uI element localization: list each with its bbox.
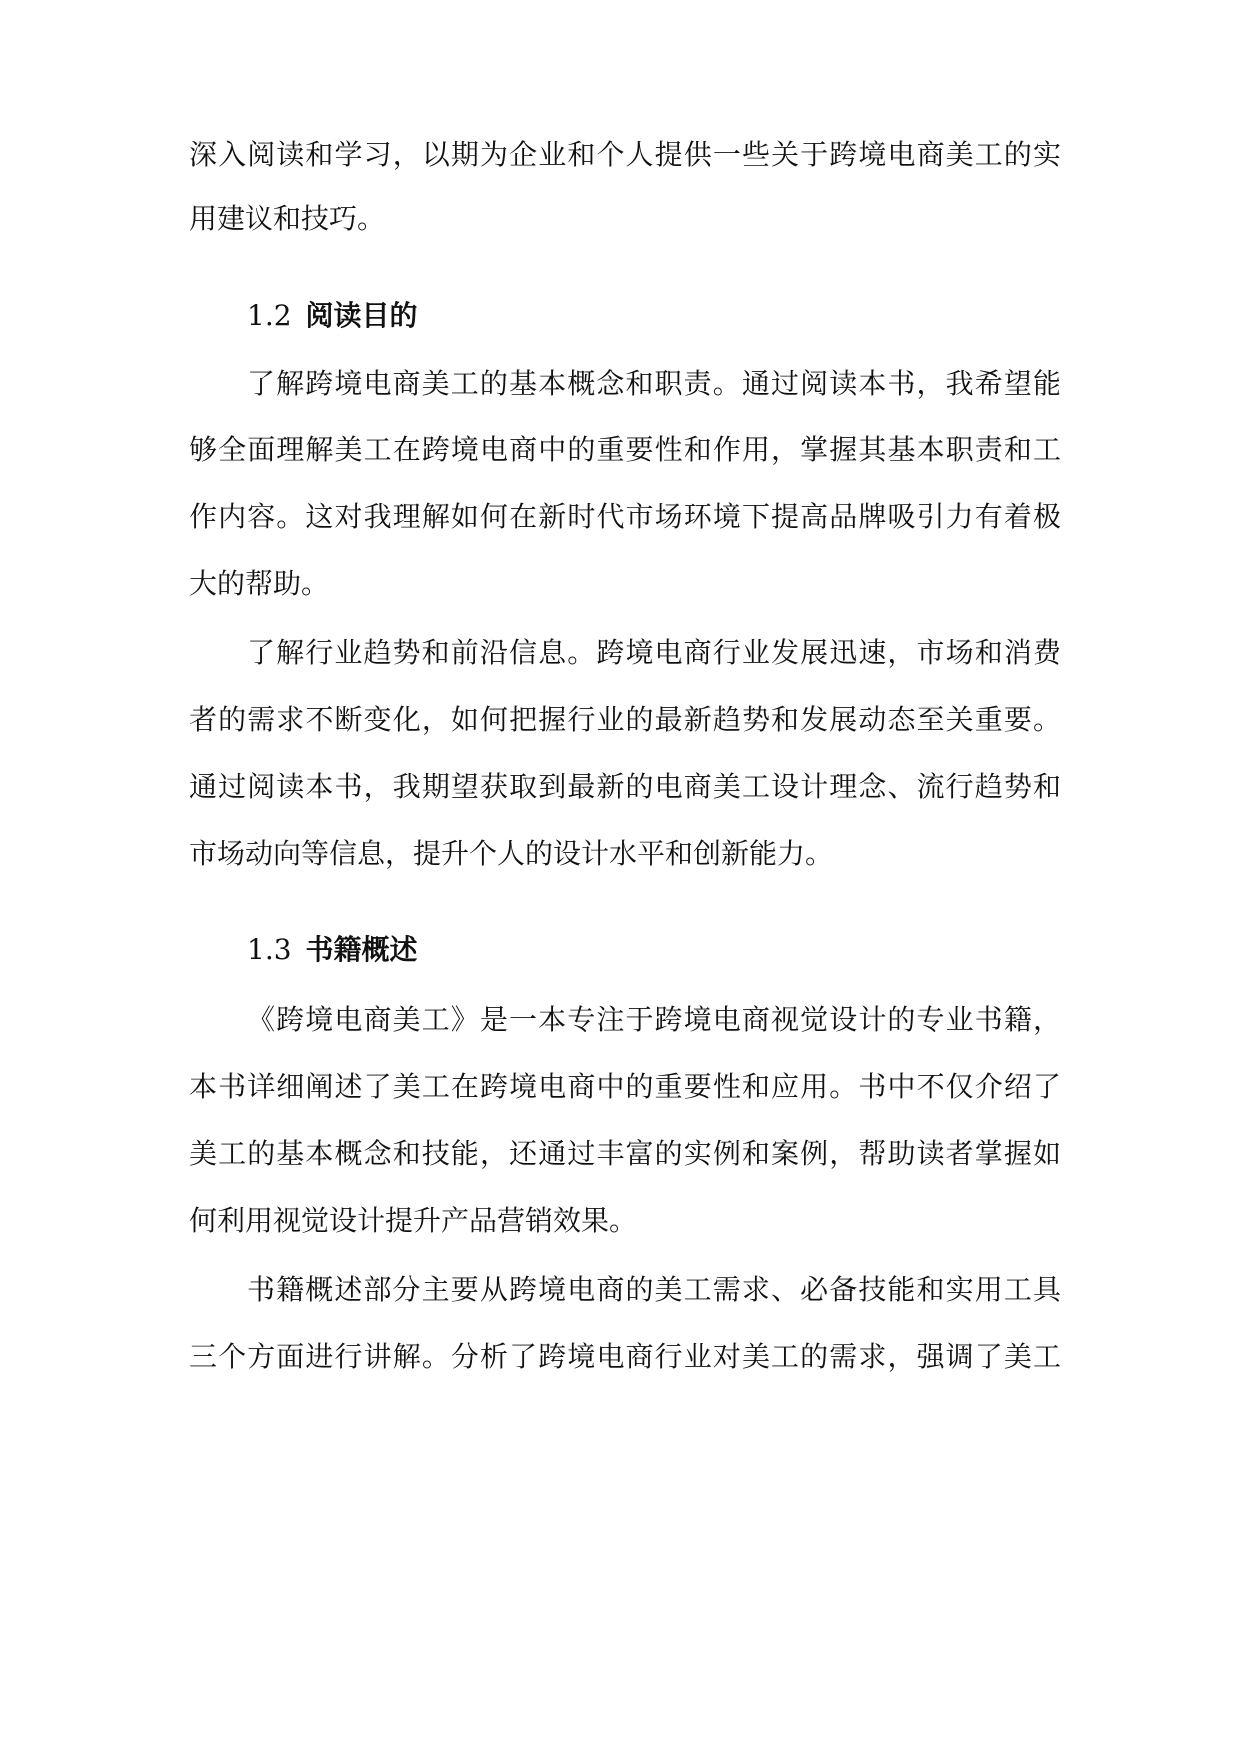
section-1-2-number: 1.2 bbox=[247, 299, 292, 332]
s13-p1-line-4: 何利用视觉设计提升产品营销效果。 bbox=[189, 1204, 638, 1237]
s12-p2-line-1: 了解行业趋势和前沿信息。跨境电商行业发展迅速，市场和消费 bbox=[247, 636, 1061, 669]
s13-p2-line-2: 三个方面进行讲解。分析了跨境电商行业对美工的需求，强调了美工 bbox=[189, 1340, 1061, 1373]
s12-p2-line-3: 通过阅读本书，我期望获取到最新的电商美工设计理念、流行趋势和 bbox=[189, 770, 1061, 803]
intro-line-1: 深入阅读和学习，以期为企业和个人提供一些关于跨境电商美工的实 bbox=[189, 138, 1061, 171]
s12-p1-line-2: 够全面理解美工在跨境电商中的重要性和作用，掌握其基本职责和工 bbox=[189, 433, 1061, 466]
section-1-3-number: 1.3 bbox=[247, 933, 292, 966]
section-1-2-title: 阅读目的 bbox=[305, 299, 418, 332]
section-1-3-heading bbox=[247, 930, 418, 970]
s12-p1-line-3: 作内容。这对我理解如何在新时代市场环境下提高品牌吸引力有着极 bbox=[189, 500, 1061, 533]
s13-p1-line-2: 本书详细阐述了美工在跨境电商中的重要性和应用。书中不仅介绍了 bbox=[189, 1070, 1061, 1103]
s12-p2-line-2: 者的需求不断变化，如何把握行业的最新趋势和发展动态至关重要。 bbox=[189, 703, 1061, 736]
s12-p1-line-4: 大的帮助。 bbox=[189, 567, 330, 600]
s13-p2-line-1: 书籍概述部分主要从跨境电商的美工需求、必备技能和实用工具 bbox=[247, 1273, 1061, 1306]
s12-p2-line-4: 市场动向等信息，提升个人的设计水平和创新能力。 bbox=[189, 837, 834, 870]
s13-p1-line-3: 美工的基本概念和技能，还通过丰富的实例和案例，帮助读者掌握如 bbox=[189, 1137, 1061, 1170]
s13-p1-line-1: 《跨境电商美工》是一本专注于跨境电商视觉设计的专业书籍， bbox=[247, 1003, 1061, 1036]
section-1-3-title: 书籍概述 bbox=[305, 933, 418, 966]
s12-p1-line-1: 了解跨境电商美工的基本概念和职责。通过阅读本书，我希望能 bbox=[247, 367, 1061, 400]
intro-line-2: 用建议和技巧。 bbox=[189, 202, 386, 235]
section-1-2-heading bbox=[247, 296, 418, 336]
